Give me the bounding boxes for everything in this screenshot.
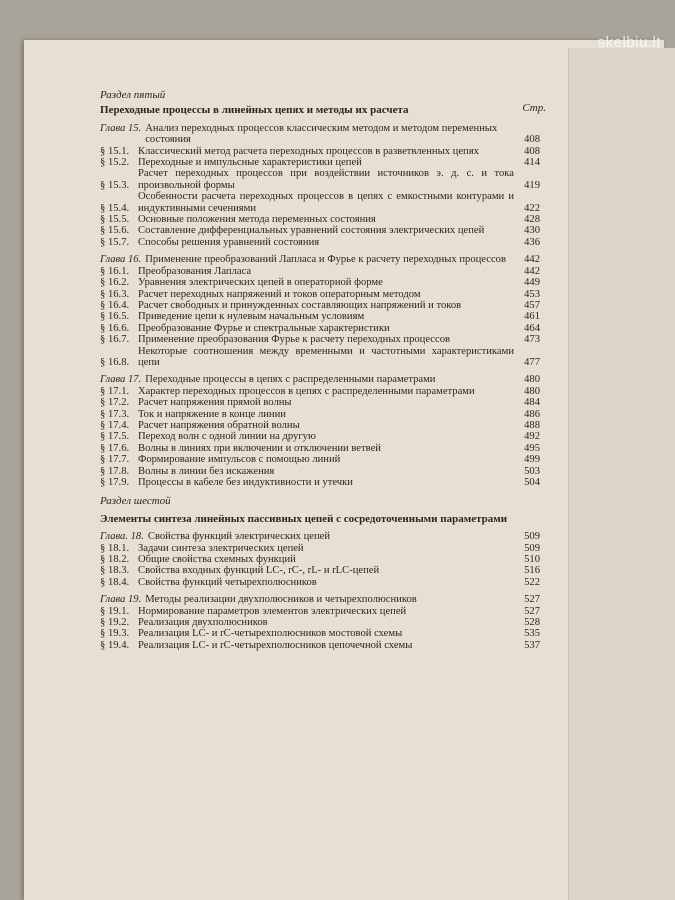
section-title <box>100 102 546 117</box>
page-number: 516 <box>524 565 540 577</box>
toc-entry <box>100 477 540 488</box>
page-number: 408 <box>524 145 540 157</box>
section-number: § 16.2. <box>100 277 130 289</box>
entry-title: Нормирование параметров элементов электрических цепей <box>138 605 407 617</box>
toc-entry <box>100 266 540 277</box>
watermark: skelbiu.lt <box>597 34 661 51</box>
section-number: § 17.7. <box>100 454 130 466</box>
section-number: § 19.4. <box>100 639 130 651</box>
section-number: § 17.6. <box>100 442 130 454</box>
page-number: 430 <box>524 225 540 237</box>
entry-title: Переход волн с одной линии на другую <box>138 431 316 443</box>
entry-title: Основные положения метода переменных состояния <box>138 214 376 226</box>
page-number: 419 <box>524 179 540 191</box>
toc-entry <box>100 606 540 617</box>
page-number: 428 <box>524 214 540 226</box>
entry-title: Способы решения уравнений состояния <box>138 236 320 248</box>
entry-title: Классический метод расчета переходных процессов в разветвленных цепях <box>138 145 479 157</box>
section-number: § 15.3. <box>100 179 130 191</box>
entry-title: Некоторые соотношения между временными и частотными характеристиками цепи <box>138 345 514 368</box>
toc-entry <box>100 397 540 408</box>
toc-entry <box>100 225 540 236</box>
entry-title: Переходные и импульсные характеристики цепей <box>138 157 362 169</box>
page-number: 522 <box>524 576 540 588</box>
entry-title: Особенности расчета переходных процессов в цепях с емкостными контурами и индуктивными сечениями <box>138 191 514 214</box>
toc-entry <box>100 409 540 420</box>
toc-entry <box>100 334 540 345</box>
page-number: 486 <box>524 408 540 420</box>
entry-title: Волны в линиях при включении и отключении ветвей <box>138 442 381 454</box>
page-number: 453 <box>524 288 540 300</box>
page-number: 480 <box>524 385 540 397</box>
entry-title: Уравнения электрических цепей в операторной форме <box>138 277 383 289</box>
section-number: § 16.5. <box>100 311 130 323</box>
toc-entry <box>100 300 540 311</box>
entry-title: Преобразования Лапласа <box>138 265 252 277</box>
page-number: 457 <box>524 299 540 311</box>
chapter-title: Применение преобразований Лапласа и Фурье к расчету переходных процессов <box>145 254 506 266</box>
section-number: § 17.5. <box>100 431 130 443</box>
toc-entry <box>100 146 540 157</box>
entry-title: Составление дифференциальных уравнений состояния электрических цепей <box>138 225 485 237</box>
entry-title: Свойства входных функций LC-, rC-, rL- и rLC-цепей <box>138 565 380 577</box>
section-number: § 15.2. <box>100 157 130 169</box>
table-of-contents <box>100 88 546 651</box>
entry-title: Преобразование Фурье и спектральные характеристики <box>138 322 390 334</box>
page-number: 495 <box>524 442 540 454</box>
toc-entry <box>100 454 540 465</box>
chapter-title: Переходные процессы в цепях с распределенными параметрами <box>145 374 436 386</box>
page-number: 535 <box>524 628 540 640</box>
section-number: § 16.7. <box>100 334 130 346</box>
entry-title: Общие свойства схемных функций <box>138 554 296 566</box>
section-label: Раздел пятый <box>100 89 166 101</box>
entry-title: Реализация LC- и rC-четырехполюсников мостовой схемы <box>138 628 403 640</box>
section-number: § 17.8. <box>100 465 130 477</box>
chapter-number: Глава 15. <box>100 122 142 134</box>
section-number: § 15.6. <box>100 225 130 237</box>
entry-title: Расчет переходных напряжений и токов операторным методом <box>138 288 421 300</box>
toc-entry <box>100 386 540 397</box>
toc-entry <box>100 289 540 300</box>
page-number: 449 <box>524 277 540 289</box>
page-number: 509 <box>524 531 540 543</box>
section-number: § 19.3. <box>100 628 130 640</box>
page-number: 503 <box>524 465 540 477</box>
section-number: § 17.9. <box>100 477 130 488</box>
chapter-title: Методы реализации двухполюсников и четырехполюсников <box>145 594 417 606</box>
entry-title: Расчет свободных и принужденных составляющих напряжений и токов <box>138 299 462 311</box>
section-title-text: Переходные процессы в линейных цепях и методы их расчета <box>100 104 409 117</box>
section-number: § 15.4. <box>100 202 130 214</box>
section-number: § 17.3. <box>100 408 130 420</box>
toc-entry <box>100 443 540 454</box>
toc-entry <box>100 157 540 168</box>
page-number: 504 <box>524 477 540 488</box>
toc-entry <box>100 554 540 565</box>
page-number: 477 <box>524 356 540 368</box>
page-number: 422 <box>524 202 540 214</box>
page-column-header: Стр. <box>522 102 546 115</box>
section-number: § 17.2. <box>100 397 130 409</box>
page-number: 509 <box>524 542 540 554</box>
entry-title: Ток и напряжение в конце линии <box>138 408 286 420</box>
chapter-entry <box>100 594 540 605</box>
page-number: 442 <box>524 254 540 266</box>
entry-title: Волны в линии без искажения <box>138 465 275 477</box>
page-number: 484 <box>524 397 540 409</box>
section-label: Раздел шестой <box>100 495 171 508</box>
page-number: 537 <box>524 639 540 651</box>
chapter-entry <box>100 531 540 542</box>
toc-entry <box>100 628 540 639</box>
section-number: § 18.4. <box>100 576 130 588</box>
page-number: 473 <box>524 334 540 346</box>
entry-title: Реализация двухполюсников <box>138 617 268 629</box>
toc-entry <box>100 420 540 431</box>
section-number: § 19.2. <box>100 617 130 629</box>
section-number: § 16.4. <box>100 299 130 311</box>
toc-entry <box>100 346 540 369</box>
section-number: § 18.1. <box>100 542 130 554</box>
toc-entry <box>100 168 540 191</box>
page-number: 436 <box>524 236 540 248</box>
page-number: 414 <box>524 157 540 169</box>
entry-title: Расчет напряжения обратной волны <box>138 419 300 431</box>
chapter-title: Свойства функций электрических цепей <box>147 531 330 543</box>
section-number: § 16.3. <box>100 288 130 300</box>
section-number: § 16.1. <box>100 265 130 277</box>
entry-title: Расчет переходных процессов при воздействии источников э. д. с. и тока произвольной формы <box>138 168 514 191</box>
page-number: 480 <box>524 374 540 386</box>
entry-title: Задачи синтеза электрических цепей <box>138 542 304 554</box>
section-number: § 16.6. <box>100 322 130 334</box>
page-number: 461 <box>524 311 540 323</box>
toc-entry <box>100 466 540 477</box>
page-number: 488 <box>524 419 540 431</box>
section-number: § 16.8. <box>100 356 130 368</box>
page-number: 510 <box>524 554 540 566</box>
entry-title: Свойства функций четырехполюсников <box>138 576 317 588</box>
chapter-number: Глава 19. <box>100 594 142 606</box>
section-title <box>100 514 540 525</box>
page-number: 528 <box>524 617 540 629</box>
section-number: § 15.1. <box>100 145 130 157</box>
chapter-entry <box>100 254 540 265</box>
chapter-entry <box>100 374 540 385</box>
chapter-title: Анализ переходных процессов классическим методом и методом переменных состояния <box>145 122 498 146</box>
chapter-entry <box>100 123 540 146</box>
toc-entry <box>100 214 540 225</box>
section-number: § 18.3. <box>100 565 130 577</box>
toc-entry <box>100 543 540 554</box>
entry-title: Применение преобразования Фурье к расчету переходных процессов <box>138 334 451 346</box>
toc-entry <box>100 577 540 588</box>
toc-entry <box>100 311 540 322</box>
page-number: 442 <box>524 265 540 277</box>
chapter-number: Глава 17. <box>100 374 142 386</box>
section-title-text: Элементы синтеза линейных пассивных цепей с сосредоточенными параметрами <box>100 512 508 525</box>
entry-title: Формирование импульсов с помощью линий <box>138 454 341 466</box>
toc-entry <box>100 277 540 288</box>
section-number: § 15.5. <box>100 214 130 226</box>
entry-title: Реализация LC- и rC-четырехполюсников цепочечной схемы <box>138 639 413 651</box>
entry-title: Расчет напряжения прямой волны <box>138 397 292 409</box>
page-number: 527 <box>524 594 540 606</box>
page-number: 408 <box>524 134 540 146</box>
entry-title: Процессы в кабеле без индуктивности и утечки <box>138 477 353 488</box>
entry-title: Приведение цепи к нулевым начальным условиям <box>138 311 365 323</box>
page-number: 464 <box>524 322 540 334</box>
toc-entry <box>100 191 540 214</box>
section-number: § 18.2. <box>100 554 130 566</box>
toc-entry <box>100 640 540 651</box>
section-number: § 15.7. <box>100 236 130 248</box>
toc-entry <box>100 431 540 442</box>
toc-entry <box>100 565 540 576</box>
page-number: 499 <box>524 454 540 466</box>
chapter-number: Глава. 18. <box>100 531 144 543</box>
chapter-number: Глава 16. <box>100 254 142 266</box>
section-number: § 19.1. <box>100 605 130 617</box>
page-number: 492 <box>524 431 540 443</box>
toc-entry <box>100 323 540 334</box>
entry-title: Характер переходных процессов в цепях с распределенными параметрами <box>138 385 475 397</box>
toc-entry <box>100 237 540 248</box>
facing-page <box>568 48 675 900</box>
section-number: § 17.4. <box>100 419 130 431</box>
page-number: 527 <box>524 605 540 617</box>
section-number: § 17.1. <box>100 385 130 397</box>
toc-entry <box>100 617 540 628</box>
